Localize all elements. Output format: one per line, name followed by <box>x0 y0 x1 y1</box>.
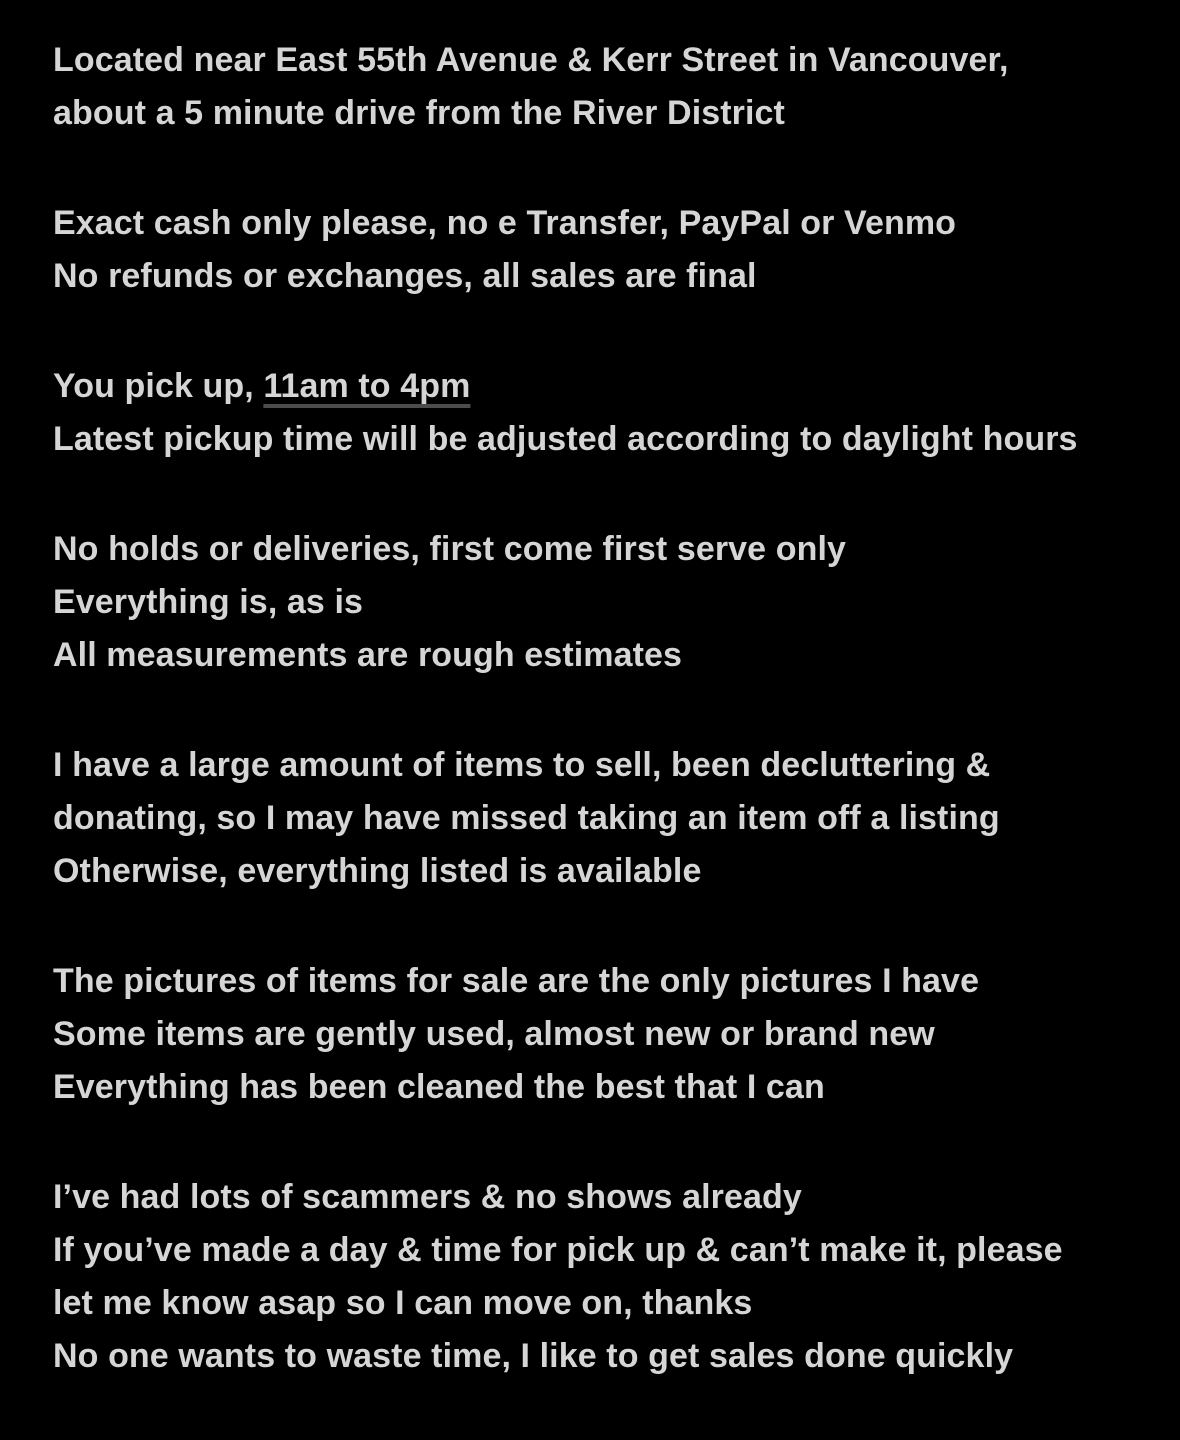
text-line: let me know asap so I can move on, thanks <box>53 1284 753 1322</box>
text-line: Everything has been cleaned the best that I can <box>53 1068 825 1106</box>
paragraph-no-shows <box>53 1171 1140 1383</box>
text-line: I’ve had lots of scammers & no shows already <box>53 1178 802 1216</box>
text-line: No refunds or exchanges, all sales are final <box>53 257 757 295</box>
paragraph-availability <box>53 739 1140 898</box>
pickup-time-link[interactable]: 11am to 4pm <box>263 367 471 405</box>
pickup-line-prefix: You pick up, <box>53 367 264 405</box>
text-line: No one wants to waste time, I like to get sales done quickly <box>53 1337 1014 1375</box>
paragraph-pickup <box>53 360 1140 466</box>
text-line: All measurements are rough estimates <box>53 636 683 674</box>
text-line: I have a large amount of items to sell, been decluttering & <box>53 746 991 784</box>
text-line: Everything is, as is <box>53 583 364 621</box>
text-line: No holds or deliveries, first come first serve only <box>53 530 847 568</box>
paragraph-location <box>53 34 1140 140</box>
text-line: Otherwise, everything listed is available <box>53 852 702 890</box>
text-line: about a 5 minute drive from the River District <box>53 94 785 132</box>
text-line: If you’ve made a day & time for pick up & can’t make it, please <box>53 1231 1063 1269</box>
text-line: Some items are gently used, almost new or brand new <box>53 1015 935 1053</box>
text-line: Latest pickup time will be adjusted according to daylight hours <box>53 420 1078 458</box>
text-line: donating, so I may have missed taking an item off a listing <box>53 799 1000 837</box>
text-line <box>53 360 1140 413</box>
paragraph-payment <box>53 197 1140 303</box>
text-line: Exact cash only please, no e Transfer, PayPal or Venmo <box>53 204 957 242</box>
paragraph-policies <box>53 523 1140 682</box>
paragraph-condition <box>53 955 1140 1114</box>
text-line: The pictures of items for sale are the only pictures I have <box>53 962 980 1000</box>
text-line: Located near East 55th Avenue & Kerr Street in Vancouver, <box>53 41 1009 79</box>
